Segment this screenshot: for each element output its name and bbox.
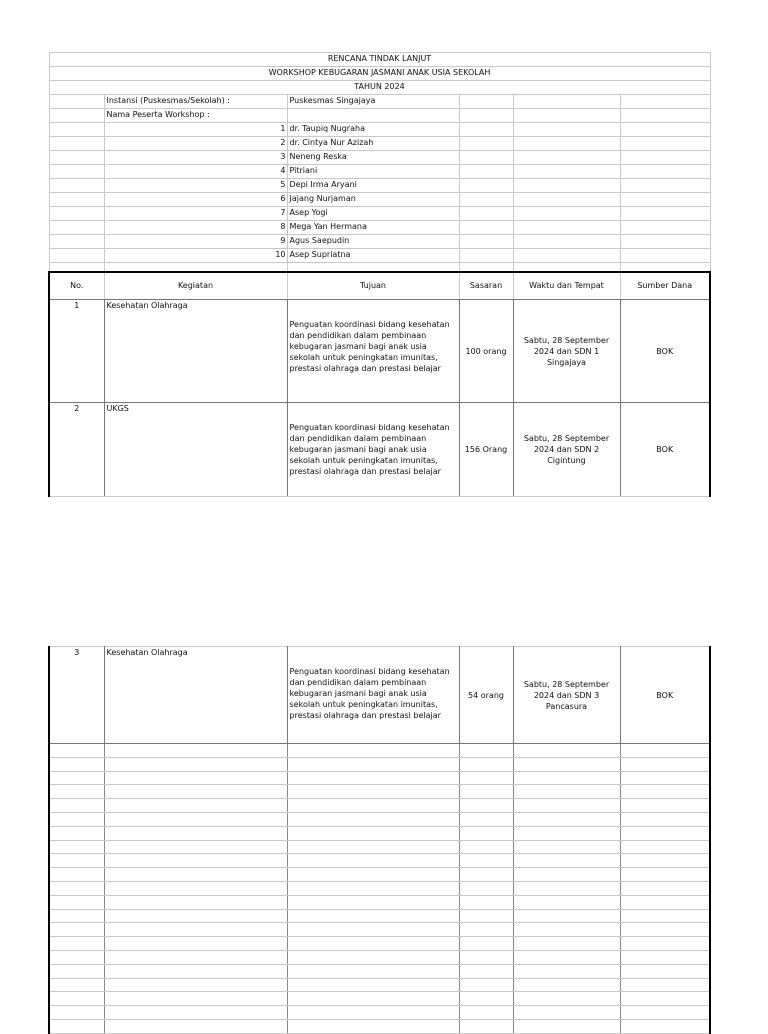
participant-row [49, 137, 710, 151]
plan-table-continued [48, 646, 711, 1034]
activity-dana: BOK [620, 647, 710, 744]
activity-kegiatan: Kesehatan Olahraga [104, 647, 287, 744]
activity-tujuan: Penguatan koordinasi bidang kesehatan dan pendidikan dalam pembinaan kebugaran jasmani bagi anak usia sekolah untuk peningkatan imunitas, prestasi olahraga dan prestasi belajar [287, 300, 459, 403]
empty-row [49, 854, 710, 868]
participant-row [49, 207, 710, 221]
doc-title: RENCANA TINDAK LANJUT [49, 53, 710, 67]
participant-no: 2 [104, 137, 287, 151]
column-header-row [49, 272, 710, 300]
page-2 [48, 646, 709, 1034]
col-header-sasaran: Sasaran [459, 272, 513, 300]
activity-row [49, 403, 710, 497]
participant-name: Depi Irma Aryani [287, 179, 459, 193]
empty-row [49, 950, 710, 964]
participant-no: 9 [104, 235, 287, 249]
col-header-waktu: Waktu dan Tempat [513, 272, 620, 300]
participant-no: 5 [104, 179, 287, 193]
empty-row [49, 757, 710, 771]
empty-row [49, 826, 710, 840]
activity-row [49, 300, 710, 403]
activity-tujuan: Penguatan koordinasi bidang kesehatan dan pendidikan dalam pembinaan kebugaran jasmani bagi anak usia sekolah untuk peningkatan imunitas, prestasi olahraga dan prestasi belajar [287, 647, 459, 744]
empty-row [49, 1006, 710, 1020]
participant-no: 4 [104, 165, 287, 179]
participant-no: 3 [104, 151, 287, 165]
participant-no: 8 [104, 221, 287, 235]
participant-no: 6 [104, 193, 287, 207]
activity-no: 1 [49, 300, 104, 403]
activity-sasaran: 54 orang [459, 647, 513, 744]
activity-kegiatan: UKGS [104, 403, 287, 497]
doc-subtitle: WORKSHOP KEBUGARAN JASMANI ANAK USIA SEKOLAH [49, 67, 710, 81]
participant-name: dr. Cintya Nur Azizah [287, 137, 459, 151]
empty-row [49, 978, 710, 992]
empty-row [49, 992, 710, 1006]
activity-row [49, 647, 710, 744]
activity-dana: BOK [620, 300, 710, 403]
empty-row [49, 812, 710, 826]
empty-rows [49, 744, 710, 1034]
empty-row [49, 881, 710, 895]
participant-name: Agus Saepudin [287, 235, 459, 249]
empty-row [49, 799, 710, 813]
instansi-label: Instansi (Puskesmas/Sekolah) : [104, 95, 287, 109]
activity-no: 3 [49, 647, 104, 744]
instansi-value: Puskesmas Singajaya [287, 95, 459, 109]
empty-row [49, 840, 710, 854]
empty-row [49, 785, 710, 799]
participant-name: Pitriani [287, 165, 459, 179]
participant-no: 1 [104, 123, 287, 137]
empty-row [49, 964, 710, 978]
participant-row [49, 151, 710, 165]
activity-waktu: Sabtu, 28 September 2024 dan SDN 2 Cigintung [513, 403, 620, 497]
empty-row [49, 1019, 710, 1033]
peserta-label: Nama Peserta Workshop : [104, 109, 287, 123]
plan-table [48, 52, 711, 497]
participant-name: Asep Supriatna [287, 249, 459, 263]
col-header-no: No. [49, 272, 104, 300]
participant-row [49, 179, 710, 193]
participant-row [49, 165, 710, 179]
col-header-dana: Sumber Dana [620, 272, 710, 300]
participant-name: Asep Yogi [287, 207, 459, 221]
col-header-tujuan: Tujuan [287, 272, 459, 300]
participant-name: Mega Yan Hermana [287, 221, 459, 235]
empty-row [49, 909, 710, 923]
activity-tujuan: Penguatan koordinasi bidang kesehatan dan pendidikan dalam pembinaan kebugaran jasmani bagi anak usia sekolah untuk peningkatan imunitas, prestasi olahraga dan prestasi belajar [287, 403, 459, 497]
activity-waktu: Sabtu, 28 September 2024 dan SDN 3 Pancasura [513, 647, 620, 744]
activity-waktu: Sabtu, 28 September 2024 dan SDN 1 Singajaya [513, 300, 620, 403]
activity-sasaran: 100 orang [459, 300, 513, 403]
empty-row [49, 895, 710, 909]
empty-row [49, 744, 710, 758]
participant-no: 10 [104, 249, 287, 263]
doc-year: TAHUN 2024 [49, 81, 710, 95]
activity-sasaran: 156 Orang [459, 403, 513, 497]
empty-row [49, 937, 710, 951]
participant-name: Jajang Nurjaman [287, 193, 459, 207]
activity-dana: BOK [620, 403, 710, 497]
empty-row [49, 923, 710, 937]
activity-kegiatan: Kesehatan Olahraga [104, 300, 287, 403]
participant-name: Neneng Reska [287, 151, 459, 165]
participant-row [49, 123, 710, 137]
participant-no: 7 [104, 207, 287, 221]
participant-name: dr. Taupiq Nugraha [287, 123, 459, 137]
empty-row [49, 771, 710, 785]
participant-row [49, 235, 710, 249]
activity-no: 2 [49, 403, 104, 497]
col-header-kegiatan: Kegiatan [104, 272, 287, 300]
page-1 [48, 52, 709, 497]
empty-row [49, 868, 710, 882]
participant-row [49, 249, 710, 263]
participant-row [49, 193, 710, 207]
participant-row [49, 221, 710, 235]
